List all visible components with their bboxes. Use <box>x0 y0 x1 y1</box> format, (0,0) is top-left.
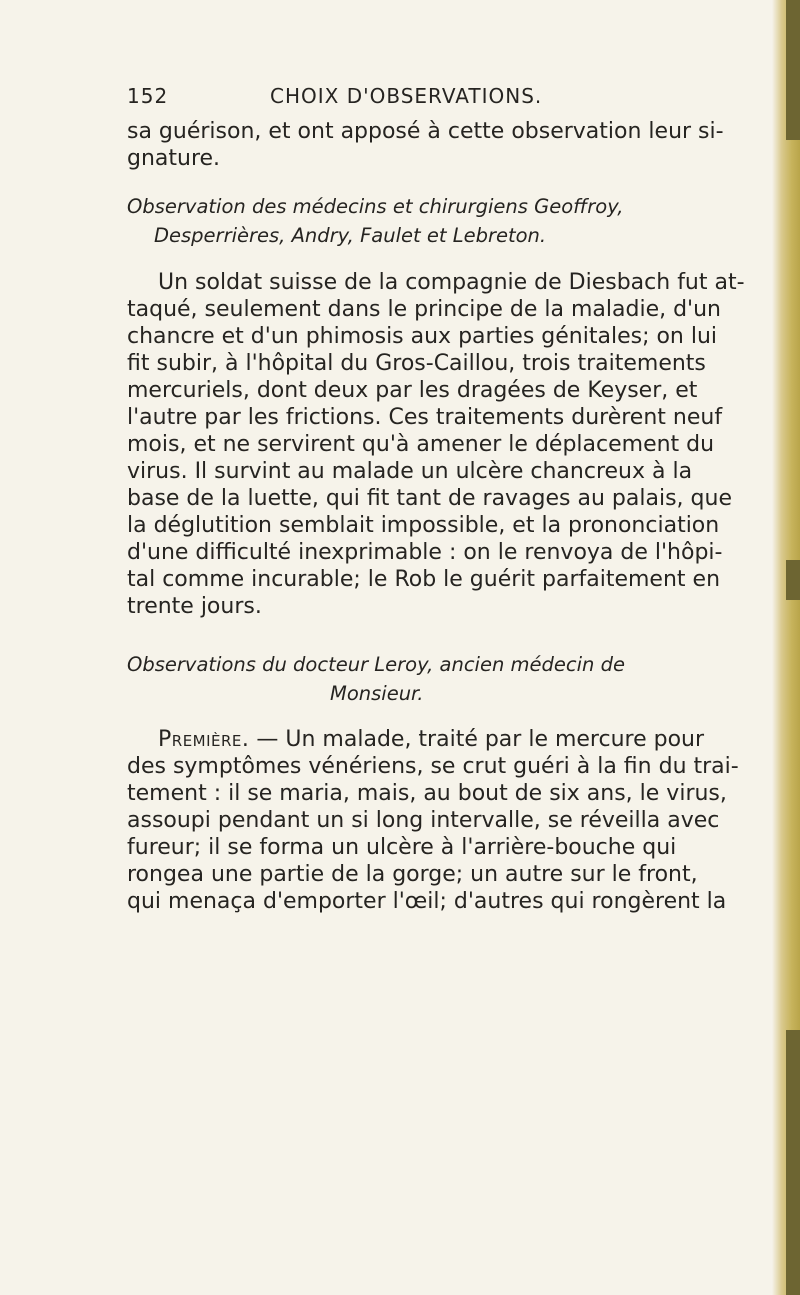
observation-heading: Observations du docteur Leroy, ancien médecin de <box>127 653 625 676</box>
page-number: 152 <box>127 84 169 108</box>
paragraph-line: la déglutition semblait impossible, et la prononciation <box>127 513 720 538</box>
paragraph-line: d'une difficulté inexprimable : on le renvoya de l'hôpi- <box>127 540 723 565</box>
page-edge-shadow <box>786 1030 800 1295</box>
paragraph-line: qui menaça d'emporter l'œil; d'autres qui rongèrent la <box>127 889 727 914</box>
paragraph-line: rongea une partie de la gorge; un autre sur le front, <box>127 862 698 887</box>
page-edge-shadow <box>786 0 800 140</box>
page-edge-shadow <box>786 560 800 600</box>
paragraph-line: l'autre par les frictions. Ces traitements durèrent neuf <box>127 405 723 430</box>
running-title: CHOIX D'OBSERVATIONS. <box>270 84 543 108</box>
observation-heading: Observation des médecins et chirurgiens Geoffroy, <box>127 195 624 218</box>
running-head <box>127 84 687 110</box>
paragraph-line: taqué, seulement dans le principe de la maladie, d'un <box>127 297 721 322</box>
text-line: sa guérison, et ont apposé à cette observation leur si- <box>127 119 724 144</box>
paragraph-line: des symptômes vénériens, se crut guéri à la fin du trai- <box>127 754 739 779</box>
observation-heading: Monsieur. <box>330 682 424 705</box>
paragraph-line: base de la luette, qui fit tant de ravages au palais, que <box>127 486 732 511</box>
paragraph-line: tement : il se maria, mais, au bout de six ans, le virus, <box>127 781 727 806</box>
line-text: — Un malade, traité par le mercure pour <box>249 727 705 752</box>
paragraph-line: mois, et ne servirent qu'à amener le déplacement du <box>127 432 715 457</box>
paragraph-line: fureur; il se forma un ulcère à l'arrière-bouche qui <box>127 835 677 860</box>
paragraph-line: Un soldat suisse de la compagnie de Diesbach fut at- <box>158 270 745 295</box>
paragraph-line: tal comme incurable; le Rob le guérit parfaitement en <box>127 567 721 592</box>
paragraph-line <box>158 726 704 754</box>
paragraph-line: mercuriels, dont deux par les dragées de Keyser, et <box>127 378 698 403</box>
paragraph-line: trente jours. <box>127 594 262 619</box>
paragraph-line: chancre et d'un phimosis aux parties génitales; on lui <box>127 324 718 349</box>
paragraph-line: fit subir, à l'hôpital du Gros-Caillou, trois traitements <box>127 351 706 376</box>
lead-word: Première. <box>158 727 250 752</box>
paragraph-line: assoupi pendant un si long intervalle, se réveilla avec <box>127 808 720 833</box>
paragraph-line: virus. Il survint au malade un ulcère chancreux à la <box>127 459 693 484</box>
observation-heading: Desperrières, Andry, Faulet et Lebreton. <box>154 224 547 247</box>
text-line: gnature. <box>127 146 221 171</box>
